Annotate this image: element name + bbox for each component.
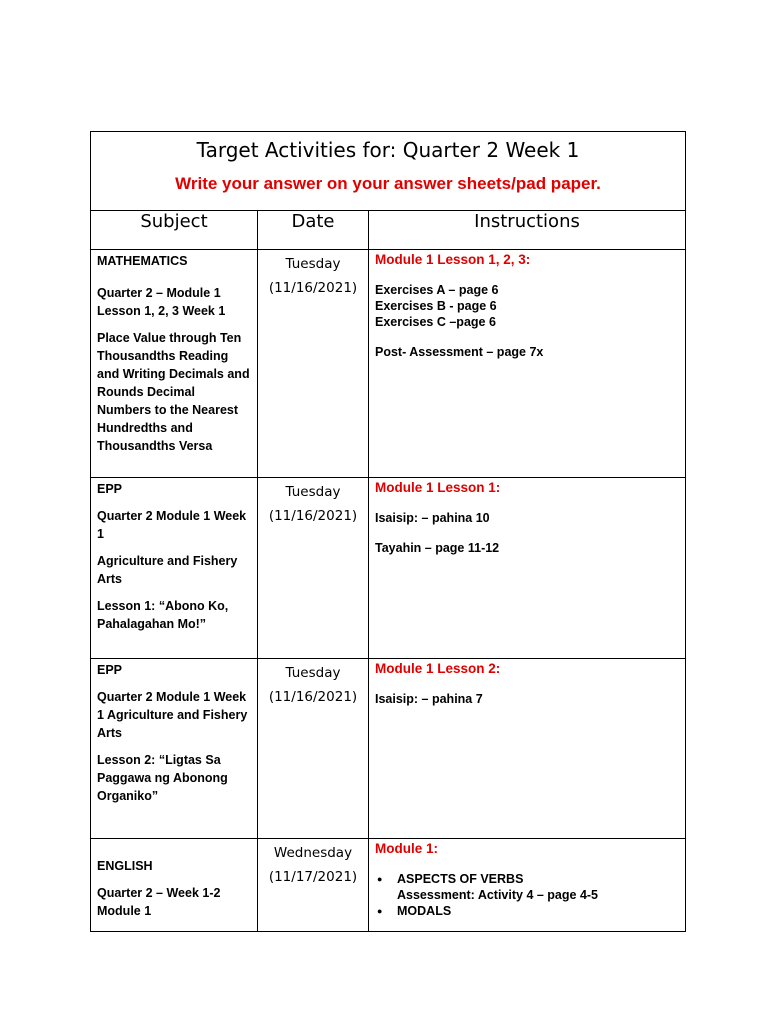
table-row xyxy=(91,659,686,839)
subject-name: EPP xyxy=(97,482,123,496)
subject-topic: Lesson 1: “Abono Ko, Pahalagahan Mo!” xyxy=(97,599,229,631)
subject-cell xyxy=(91,478,258,659)
instruction-line: Tayahin – page 11-12 xyxy=(375,541,500,555)
instruction-line: Isaisip: – pahina 10 xyxy=(375,511,490,525)
header-date: Date xyxy=(258,211,369,250)
list-item xyxy=(397,903,679,919)
instruction-cell xyxy=(369,478,686,659)
subject-name: EPP xyxy=(97,663,123,677)
subject-detail: Quarter 2 – Week 1-2 Module 1 xyxy=(97,886,221,918)
table-row xyxy=(91,839,686,932)
instruction-note: Write your answer on your answer sheets/pad paper. xyxy=(175,174,601,193)
date-value: (11/16/2021) xyxy=(268,689,358,705)
module-label: Module 1 Lesson 1: xyxy=(375,480,501,495)
module-label: Module 1 Lesson 2: xyxy=(375,661,501,676)
title-cell xyxy=(91,132,686,211)
subject-name: MATHEMATICS xyxy=(97,254,188,268)
bullet-detail: Assessment: Activity 4 – page 4-5 xyxy=(397,888,599,902)
date-day: Wednesday xyxy=(273,845,353,861)
table-row xyxy=(91,478,686,659)
subject-detail: Quarter 2 Module 1 Week 1 xyxy=(97,509,247,541)
module-label: Module 1 Lesson 1, 2, 3: xyxy=(375,252,531,267)
module-label: Module 1: xyxy=(375,841,438,856)
instruction-cell xyxy=(369,659,686,839)
subject-topic: Place Value through Ten Thousandths Reading and Writing Decimals and Rounds Decimal Numbers to the Nearest Hundredths and Thousandths Versa xyxy=(97,331,250,453)
document-title: Target Activities for: Quarter 2 Week 1 xyxy=(196,138,580,162)
bullet-heading: ● ASPECTS OF VERBS xyxy=(397,872,524,886)
header-subject: Subject xyxy=(91,211,258,250)
date-day: Tuesday xyxy=(285,484,341,500)
subject-cell xyxy=(91,250,258,478)
table-row xyxy=(91,250,686,478)
subject-name: ENGLISH xyxy=(97,859,153,873)
date-cell xyxy=(258,659,369,839)
subject-topic: Lesson 2: “Ligtas Sa Paggawa ng Abonong Organiko” xyxy=(97,753,228,803)
subject-cell xyxy=(91,659,258,839)
date-cell xyxy=(258,250,369,478)
instruction-cell xyxy=(369,250,686,478)
activities-table xyxy=(90,131,686,932)
instruction-list xyxy=(375,871,679,919)
date-value: (11/16/2021) xyxy=(268,508,358,524)
date-day: Tuesday xyxy=(285,256,341,272)
instruction-line: Exercises B - page 6 xyxy=(375,299,497,313)
bullet-heading: ● MODALS xyxy=(397,904,452,918)
list-item xyxy=(397,871,679,903)
subject-cell xyxy=(91,839,258,932)
instruction-cell xyxy=(369,839,686,932)
subject-detail: Agriculture and Fishery Arts xyxy=(97,554,238,586)
date-cell xyxy=(258,478,369,659)
subject-detail: Quarter 2 – Module 1 Lesson 1, 2, 3 Week 1 xyxy=(97,286,226,318)
header-instructions: Instructions xyxy=(369,211,686,250)
instruction-line: Exercises A – page 6 xyxy=(375,283,499,297)
date-day: Tuesday xyxy=(285,665,341,681)
date-value: (11/17/2021) xyxy=(268,869,358,885)
instruction-line: Isaisip: – pahina 7 xyxy=(375,692,483,706)
subject-detail: Quarter 2 Module 1 Week 1 Agriculture and Fishery Arts xyxy=(97,690,248,740)
date-value: (11/16/2021) xyxy=(268,280,358,296)
instruction-line: Exercises C –page 6 xyxy=(375,315,496,329)
date-cell xyxy=(258,839,369,932)
instruction-line: Post- Assessment – page 7x xyxy=(375,345,544,359)
